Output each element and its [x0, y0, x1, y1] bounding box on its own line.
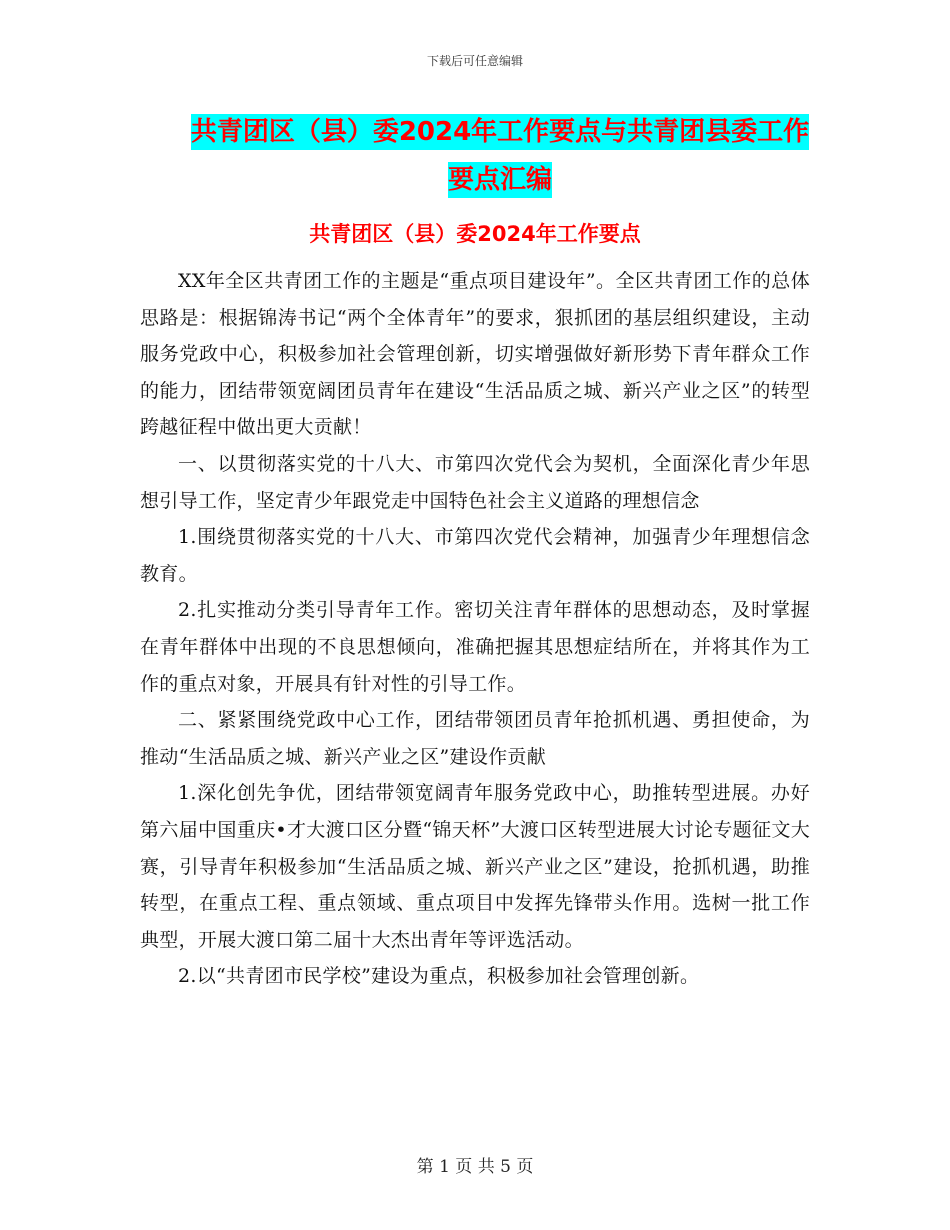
paragraph: XX年全区共青团工作的主题是“重点项目建设年”。全区共青团工作的总体思路是：根据锦涛书记“两个全体青年”的要求，狠抓团的基层组织建设，主动服务党政中心，积极参加社会管理创新，切实增强做好新形势下青年群众工作的能力，团结带领宽阔团员青年在建设“生活品质之城、新兴产业之区”的转型跨越征程中做出更大贡献！ — [140, 270, 810, 439]
paragraph: 1.围绕贯彻落实党的十八大、市第四次党代会精神，加强青少年理想信念教育。 — [140, 526, 810, 585]
title-line-2: 要点汇编 — [448, 162, 552, 198]
title-line-1: 共青团区（县）委2024年工作要点与共青团县委工作 — [191, 114, 809, 150]
page-header-note: 下载后可任意编辑 — [426, 54, 523, 68]
page-number: 第 1 页 共 5 页 — [416, 1157, 534, 1177]
paragraph: 2.以“共青团市民学校”建设为重点，积极参加社会管理创新。 — [178, 965, 700, 988]
document-body — [140, 263, 810, 995]
document-title — [140, 108, 860, 204]
section-title: 共青团区（县）委2024年工作要点 — [309, 222, 641, 246]
paragraph: 一、以贯彻落实党的十八大、市第四次党代会为契机，全面深化青少年思想引导工作，坚定青少年跟党走中国特色社会主义道路的理想信念 — [140, 452, 810, 512]
paragraph: 2.扎实推动分类引导青年工作。密切关注青年群体的思想动态，及时掌握在青年群体中出现的不良思想倾向，准确把握其思想症结所在，并将其作为工作的重点对象，开展具有针对性的引导工作。 — [140, 599, 810, 695]
paragraph: 二、紧紧围绕党政中心工作，团结带领团员青年抢抓机遇、勇担使命，为推动“生活品质之城、新兴产业之区”建设作贡献 — [140, 709, 810, 768]
paragraph: 1.深化创先争优，团结带领宽阔青年服务党政中心，助推转型进展。办好第六届中国重庆•才大渡口区分暨“锦天杯”大渡口区转型进展大讨论专题征文大赛，引导青年积极参加“生活品质之城、新兴产业之区”建设，抢抓机遇，助推转型，在重点工程、重点领域、重点项目中发挥先锋带头作用。选树一批工作典型，开展大渡口第二届十大杰出青年等评选活动。 — [140, 782, 810, 951]
